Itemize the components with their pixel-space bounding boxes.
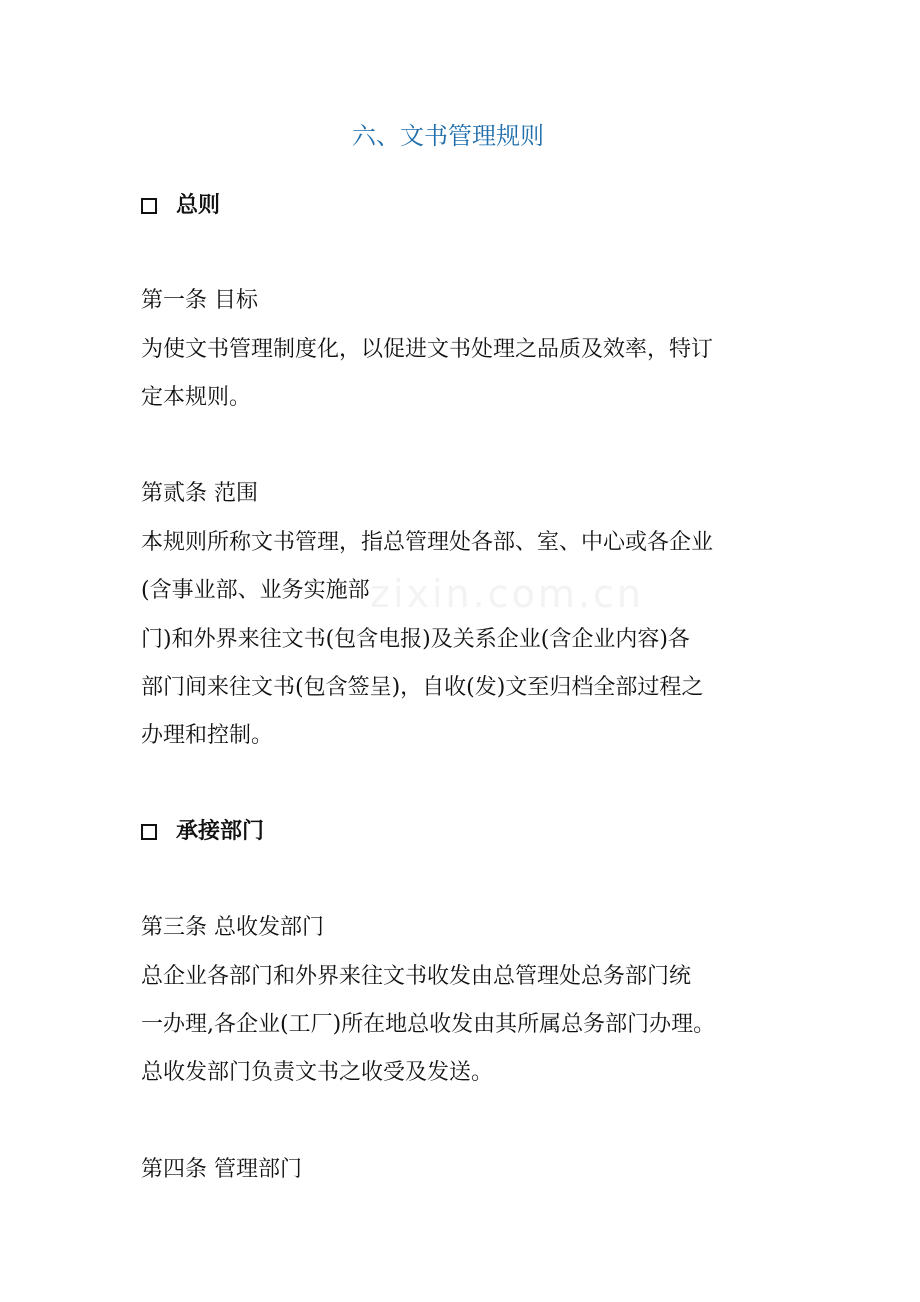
article-title: 第四条 管理部门 [141, 1157, 302, 1182]
checkbox-square-icon [141, 824, 157, 840]
watermark: zixin.com.cn [370, 572, 644, 616]
article-text-line: 部门间来往文书(包含签呈)，自收(发)文至归档全部过程之 [141, 675, 704, 700]
section-heading-receiving-departments [141, 816, 264, 848]
article-text-line: 一办理,各企业(工厂)所在地总收发由其所属总务部门办理。 [141, 1012, 716, 1037]
page-title: 六、文书管理规则 [352, 122, 544, 150]
article-title: 第一条 目标 [141, 288, 258, 313]
section-heading-label: 总则 [176, 193, 221, 218]
article-text-line: 定本规则。 [141, 385, 252, 410]
section-heading-general [141, 190, 220, 222]
article-text-line: (含事业部、业务实施部 [141, 578, 370, 603]
article-text-line: 总收发部门负责文书之收受及发送。 [141, 1060, 494, 1085]
checkbox-square-icon [141, 198, 157, 214]
article-text-line: 办理和控制。 [141, 723, 274, 748]
article-title: 第三条 总收发部门 [141, 915, 324, 940]
section-heading-label: 承接部门 [176, 819, 265, 844]
article-text-line: 总企业各部门和外界来往文书收发由总管理处总务部门统 [141, 964, 692, 989]
article-title: 第贰条 范围 [141, 481, 258, 506]
article-text-line: 本规则所称文书管理，指总管理处各部、室、中心或各企业 [141, 530, 714, 555]
article-text-line: 为使文书管理制度化，以促进文书处理之品质及效率，特订 [141, 337, 714, 362]
article-text-line: 门)和外界来往文书(包含电报)及关系企业(含企业内容)各 [141, 627, 690, 652]
